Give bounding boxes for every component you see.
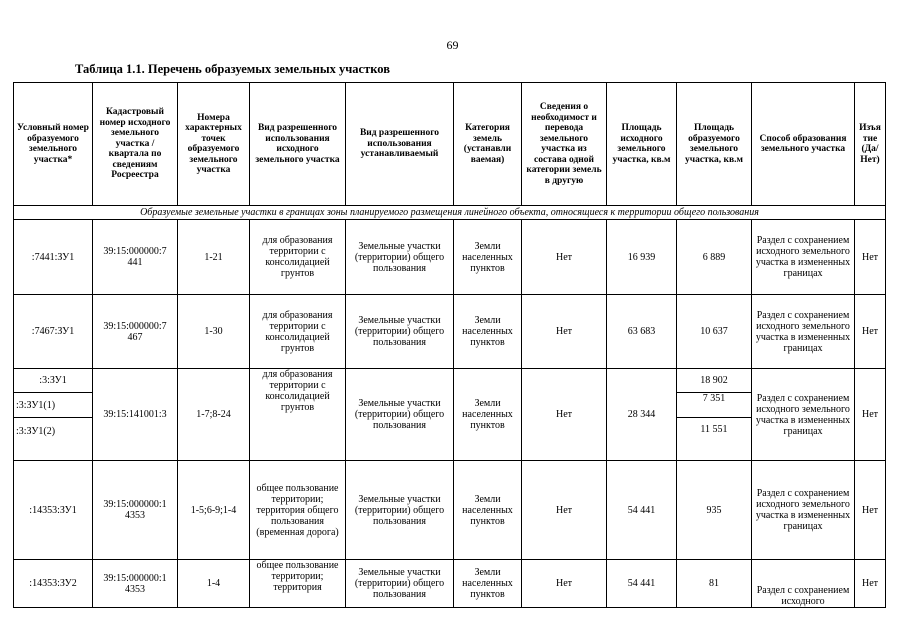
header-cell: Кадастровый номер исходного земельного участка / квартала по сведениям Росреестра xyxy=(93,83,178,206)
cadastral-number: 39:15:141001:3 xyxy=(93,369,178,461)
new-area: 81 xyxy=(677,560,752,608)
source-use: для образования территории с консолидацией грунтов xyxy=(250,369,346,461)
seizure: Нет xyxy=(855,560,886,608)
plot-id: :3:ЗУ1 xyxy=(14,369,93,393)
table-row xyxy=(14,220,886,295)
transfer: Нет xyxy=(522,461,607,560)
formation-method: Раздел с сохранением исходного земельного участка в измененных границах xyxy=(752,295,855,369)
plot-id: :14353:ЗУ2 xyxy=(14,560,93,608)
header-cell: Вид разрешенного использования устанавливаемый xyxy=(346,83,454,206)
land-category: Земли населенных пунктов xyxy=(454,369,522,461)
table-row xyxy=(14,560,886,608)
new-use: Земельные участки (территории) общего пользования xyxy=(346,560,454,608)
new-use: Земельные участки (территории) общего пользования xyxy=(346,461,454,560)
plot-id: :7467:ЗУ1 xyxy=(14,295,93,369)
plot-id: :7441:ЗУ1 xyxy=(14,220,93,295)
points: 1-7;8-24 xyxy=(178,369,250,461)
header-cell: Категория земель (устанавли ваемая) xyxy=(454,83,522,206)
transfer: Нет xyxy=(522,560,607,608)
table-row xyxy=(14,295,886,369)
new-use: Земельные участки (территории) общего пользования xyxy=(346,369,454,461)
cadastral-number: 39:15:000000:7 441 xyxy=(93,220,178,295)
plot-id: :3:ЗУ1(1) xyxy=(14,393,93,418)
source-use: для образования территории с консолидацией грунтов xyxy=(250,220,346,295)
section-title: Образуемые земельные участки в границах зоны планируемого размещения линейного объекта, относящиеся к территории общего пользования xyxy=(14,206,886,220)
header-cell: Изъя тие (Да/ Нет) xyxy=(855,83,886,206)
points: 1-4 xyxy=(178,560,250,608)
formation-method: Раздел с сохранением исходного xyxy=(752,560,855,608)
header-cell: Способ образования земельного участка xyxy=(752,83,855,206)
plot-id: :14353:ЗУ1 xyxy=(14,461,93,560)
seizure: Нет xyxy=(855,461,886,560)
points: 1-21 xyxy=(178,220,250,295)
source-use: общее пользование территории; территория xyxy=(250,560,346,608)
cadastral-number: 39:15:000000:1 4353 xyxy=(93,461,178,560)
points: 1-5;6-9;1-4 xyxy=(178,461,250,560)
points: 1-30 xyxy=(178,295,250,369)
seizure: Нет xyxy=(855,220,886,295)
header-cell: Площадь исходного земельного участка, кв.м xyxy=(607,83,677,206)
table-caption: Таблица 1.1. Перечень образуемых земельных участков xyxy=(75,62,390,76)
transfer: Нет xyxy=(522,369,607,461)
header-cell: Площадь образуемого земельного участка, кв.м xyxy=(677,83,752,206)
header-cell: Номера характерных точек образуемого земельного участка xyxy=(178,83,250,206)
header-cell: Вид разрешенного использования исходного земельного участка xyxy=(250,83,346,206)
plot-id: :3:ЗУ1(2) xyxy=(14,418,93,461)
source-area: 63 683 xyxy=(607,295,677,369)
new-area: 935 xyxy=(677,461,752,560)
header-cell: Условный номер образуемого земельного участка* xyxy=(14,83,93,206)
new-area: 6 889 xyxy=(677,220,752,295)
new-area: 18 902 xyxy=(677,369,752,393)
land-category: Земли населенных пунктов xyxy=(454,461,522,560)
table-header-row xyxy=(14,83,886,206)
source-area: 28 344 xyxy=(607,369,677,461)
transfer: Нет xyxy=(522,295,607,369)
land-category: Земли населенных пунктов xyxy=(454,220,522,295)
new-use: Земельные участки (территории) общего пользования xyxy=(346,220,454,295)
cadastral-number: 39:15:000000:1 4353 xyxy=(93,560,178,608)
land-plots-table xyxy=(13,82,886,608)
new-area: 7 351 xyxy=(677,393,752,418)
new-use: Земельные участки (территории) общего пользования xyxy=(346,295,454,369)
formation-method: Раздел с сохранением исходного земельного участка в измененных границах xyxy=(752,461,855,560)
formation-method: Раздел с сохранением исходного земельного участка в измененных границах xyxy=(752,220,855,295)
seizure: Нет xyxy=(855,295,886,369)
source-area: 16 939 xyxy=(607,220,677,295)
seizure: Нет xyxy=(855,369,886,461)
source-area: 54 441 xyxy=(607,461,677,560)
cadastral-number: 39:15:000000:7 467 xyxy=(93,295,178,369)
land-category: Земли населенных пунктов xyxy=(454,295,522,369)
page-number: 69 xyxy=(446,38,459,52)
section-row xyxy=(14,206,886,220)
header-cell: Сведения о необходимост и перевода земельного участка из состава одной категории земель в другую xyxy=(522,83,607,206)
table-row xyxy=(14,461,886,560)
land-category: Земли населенных пунктов xyxy=(454,560,522,608)
new-area: 11 551 xyxy=(677,418,752,461)
source-use: для образования территории с консолидацией грунтов xyxy=(250,295,346,369)
source-area: 54 441 xyxy=(607,560,677,608)
source-use: общее пользование территории; территория общего пользования (временная дорога) xyxy=(250,461,346,560)
formation-method: Раздел с сохранением исходного земельного участка в измененных границах xyxy=(752,369,855,461)
transfer: Нет xyxy=(522,220,607,295)
new-area: 10 637 xyxy=(677,295,752,369)
table-row xyxy=(14,369,886,393)
